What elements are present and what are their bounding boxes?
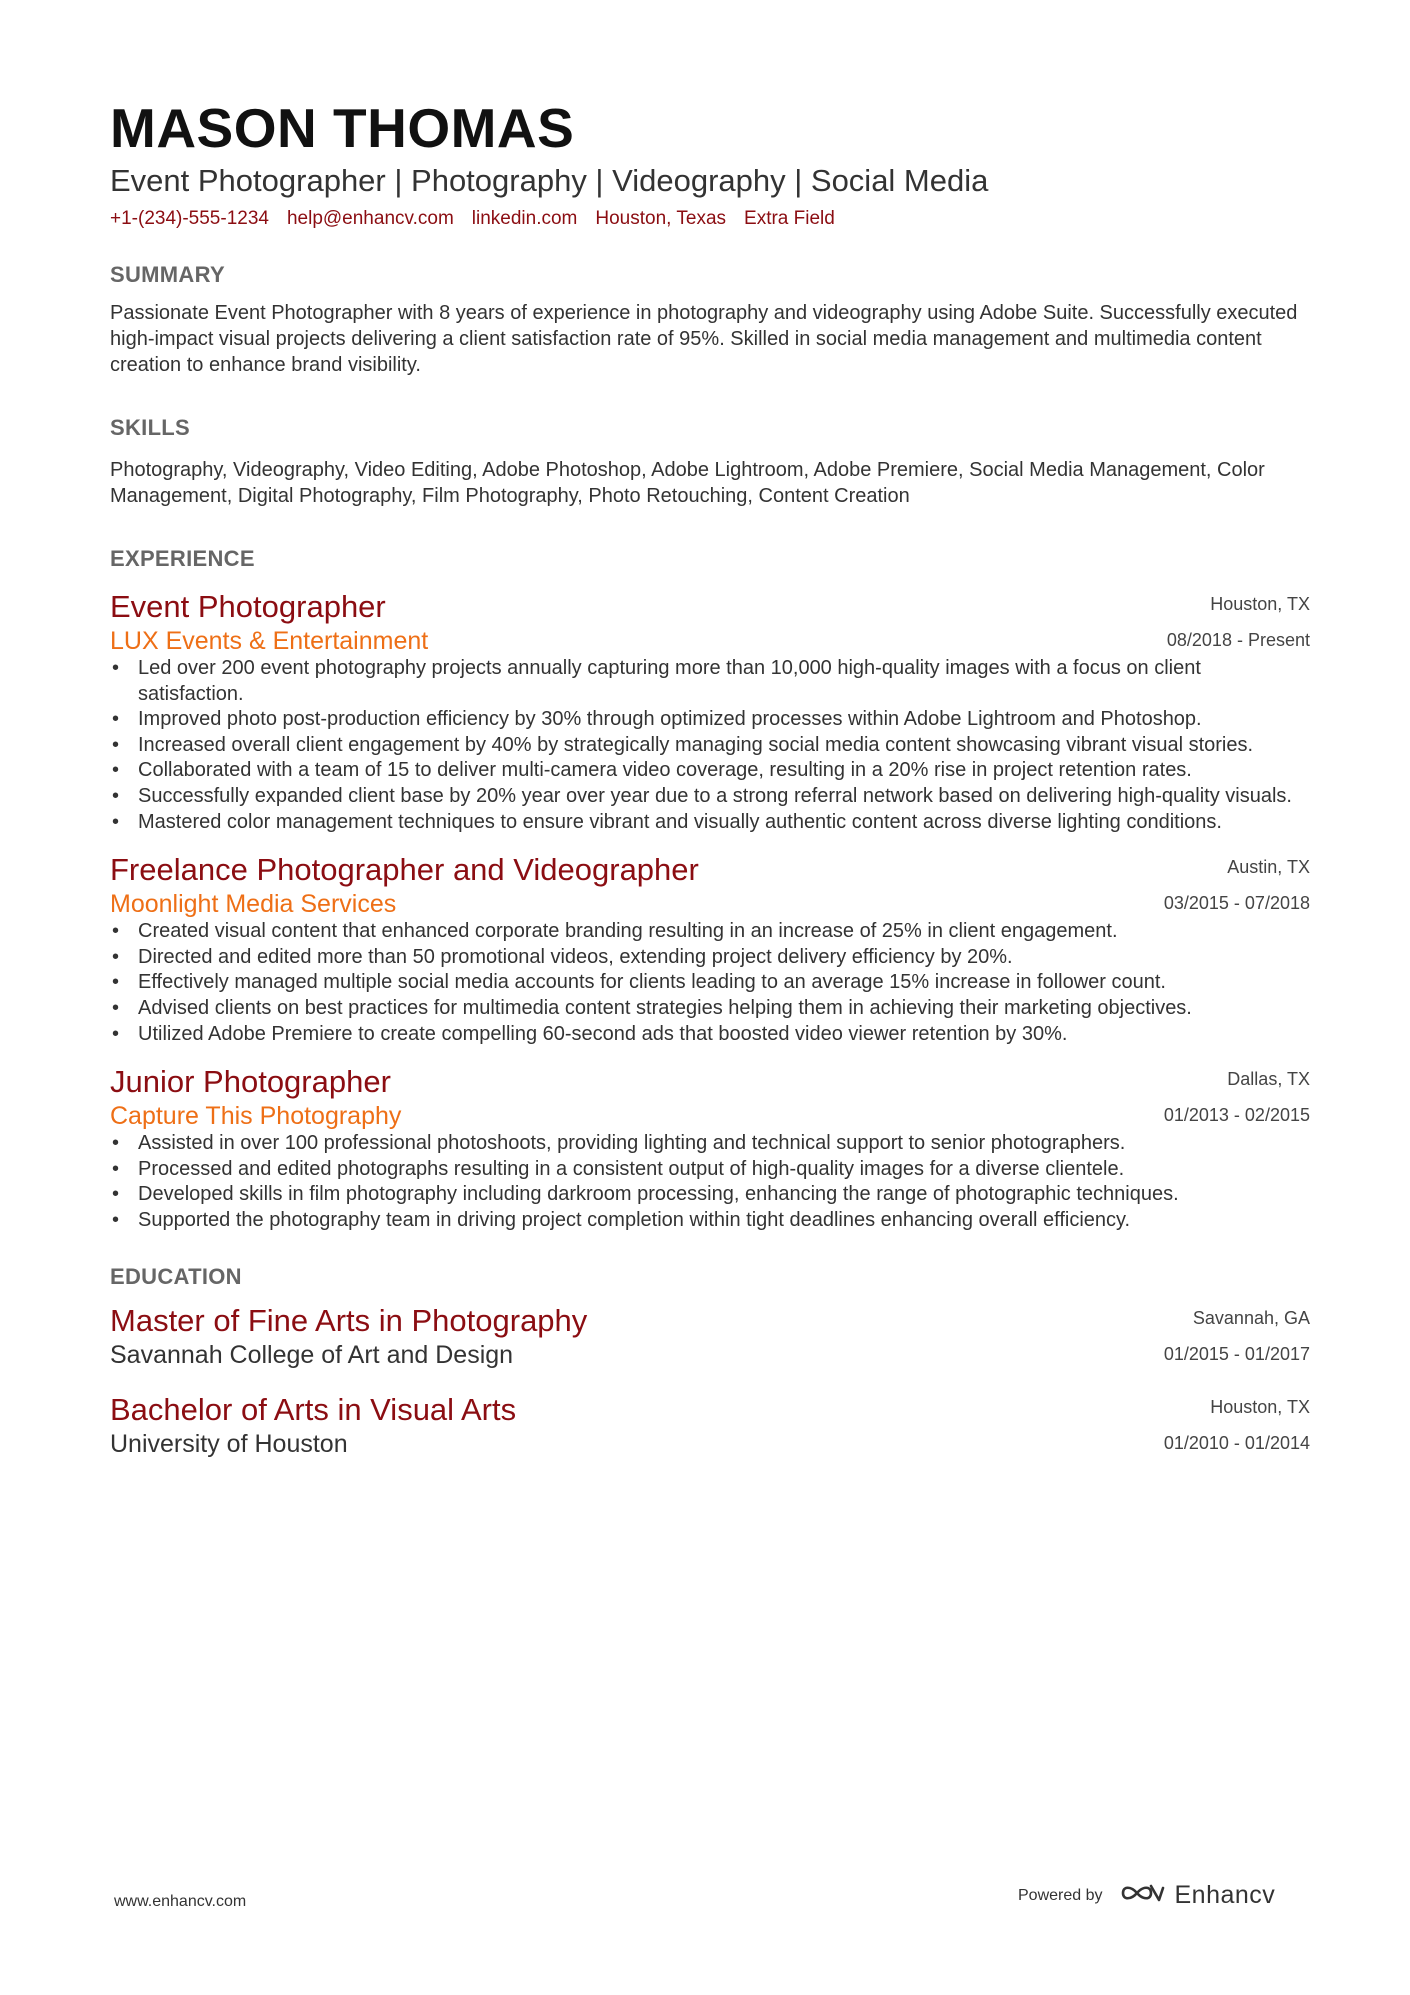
school-location: Houston, TX [1210, 1396, 1310, 1417]
job-bullet: • Effectively managed multiple social media accounts for clients leading to an average 15% increase in follower count. [138, 970, 1310, 996]
skills-text: Photography, Videography, Video Editing, Adobe Photoshop, Adobe Lightroom, Adobe Premiere, Social Media Management, Color Management, Digital Photography, Film Photography, Photo Retouching, Content Creation [110, 459, 1265, 507]
job-dates: 03/2015 - 07/2018 [1163, 893, 1310, 914]
education-heading: EDUCATION [110, 1263, 242, 1289]
job-title: Junior Photographer [110, 1064, 391, 1100]
job-location: Houston, TX [1210, 594, 1310, 614]
job-title: Freelance Photographer and Videographer [110, 852, 699, 888]
job-bullet: • Collaborated with a team of 15 to deliver multi-camera video coverage, resulting in a 20% rise in project retention rates. [138, 758, 1310, 784]
summary-text: Passionate Event Photographer with 8 years of experience in photography and videography using Adobe Suite. Successfully executed high-impact visual projects delivering a client satisfaction rate of 95%. Skilled in social media management and multimedia content creation to enhance brand visibility. [110, 302, 1298, 376]
experience-entry [110, 851, 1310, 1047]
job-bullet: • Developed skills in film photography including darkroom processing, enhancing the range of photographic techniques. [138, 1182, 1310, 1208]
candidate-headline: Event Photographer | Photography | Videography | Social Media [110, 163, 989, 198]
job-bullet: • Supported the photography team in driving project completion within tight deadlines enhancing overall efficiency. [138, 1208, 1310, 1234]
job-bullets [110, 1131, 1310, 1233]
contact-phone[interactable]: +1-(234)-555-1234 [110, 208, 269, 229]
company-name: LUX Events & Entertainment [110, 627, 429, 655]
contact-email[interactable]: help@enhancv.com [286, 208, 454, 229]
job-dates: 08/2018 - Present [1166, 630, 1310, 650]
footer-branding[interactable] [1018, 1880, 1275, 1911]
enhancv-wordmark: Enhancv [1174, 1881, 1276, 1909]
education-entry [110, 1302, 1310, 1370]
job-bullet: • Processed and edited photographs resulting in a consistent output of high-quality images for a diverse clientele. [138, 1157, 1310, 1183]
job-title: Event Photographer [110, 589, 386, 624]
powered-by-label: Powered by [1018, 1886, 1103, 1904]
education-entry-header [110, 1302, 1310, 1370]
job-bullet: • Led over 200 event photography projects annually capturing more than 10,000 high-quality images with a focus on client satisfaction. [138, 656, 1310, 707]
candidate-name: MASON THOMAS [110, 97, 575, 159]
school-location: Savannah, GA [1192, 1307, 1310, 1328]
experience-entry [110, 1063, 1310, 1233]
company-name: Moonlight Media Services [110, 890, 397, 919]
enhancv-logo-icon [1117, 1880, 1165, 1911]
job-bullet: • Successfully expanded client base by 20% year over year due to a strong referral network based on delivering high-quality visuals. [138, 784, 1310, 810]
job-bullet: • Utilized Adobe Premiere to create compelling 60-second ads that boosted video viewer retention by 30%. [138, 1022, 1310, 1048]
job-bullet: • Assisted in over 100 professional photoshoots, providing lighting and technical support to senior photographers. [138, 1131, 1310, 1157]
job-dates: 01/2013 - 02/2015 [1163, 1105, 1310, 1126]
resume-page [110, 96, 1310, 1459]
education-dates: 01/2010 - 01/2014 [1163, 1432, 1310, 1453]
education-entry [110, 1391, 1310, 1459]
degree-title: Master of Fine Arts in Photography [110, 1302, 588, 1338]
experience-entry-header [110, 588, 1310, 656]
contact-line [110, 206, 1310, 232]
footer-website-link[interactable]: www.enhancv.com [114, 1893, 247, 1910]
skills-heading: SKILLS [110, 415, 191, 440]
experience-entry-header [110, 851, 1310, 919]
company-name: Capture This Photography [110, 1102, 402, 1131]
education-dates: 01/2015 - 01/2017 [1163, 1343, 1310, 1364]
job-bullet: • Directed and edited more than 50 promotional videos, extending project delivery efficiency by 20%. [138, 945, 1310, 971]
job-bullet: • Improved photo post-production efficiency by 30% through optimized processes within Adobe Lightroom and Photoshop. [138, 707, 1310, 733]
contact-location: Houston, Texas [595, 208, 727, 229]
education-entry-header [110, 1391, 1310, 1459]
job-location: Dallas, TX [1227, 1069, 1310, 1090]
school-name: Savannah College of Art and Design [110, 1340, 514, 1369]
job-bullet: • Mastered color management techniques to ensure vibrant and visually authentic content across diverse lighting conditions. [138, 810, 1310, 836]
enhancv-logo[interactable] [1117, 1880, 1276, 1911]
job-bullet: • Increased overall client engagement by 40% by strategically managing social media content showcasing vibrant visual stories. [138, 733, 1310, 759]
job-bullets [110, 919, 1310, 1047]
job-bullet: • Advised clients on best practices for multimedia content strategies helping them in achieving their marketing objectives. [138, 996, 1310, 1022]
school-name: University of Houston [110, 1429, 348, 1458]
experience-entry [110, 588, 1310, 835]
summary-heading: SUMMARY [110, 262, 225, 287]
contact-linkedin[interactable]: linkedin.com [471, 208, 578, 229]
experience-heading: EXPERIENCE [110, 546, 255, 571]
job-location: Austin, TX [1227, 857, 1310, 878]
job-bullet: • Created visual content that enhanced corporate branding resulting in an increase of 25% in client engagement. [138, 919, 1310, 945]
contact-extra-field: Extra Field [744, 208, 835, 229]
degree-title: Bachelor of Arts in Visual Arts [110, 1391, 517, 1427]
experience-entry-header [110, 1063, 1310, 1131]
job-bullets [110, 656, 1310, 835]
